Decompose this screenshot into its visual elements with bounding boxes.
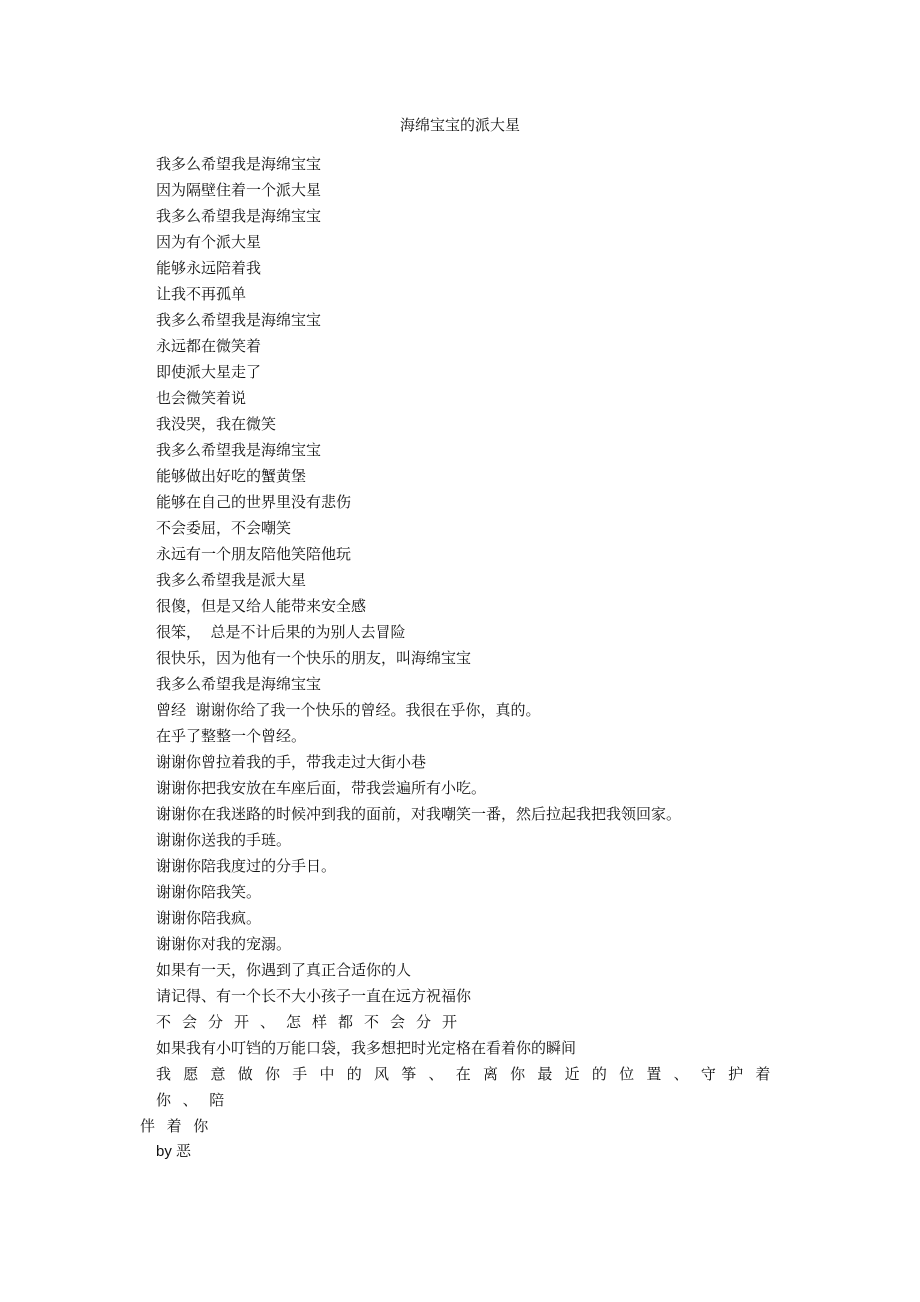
poem-line: 能够做出好吃的蟹黄堡: [156, 467, 307, 485]
poem-line: 请记得、有一个长不大小孩子一直在远方祝福你: [156, 987, 472, 1005]
poem-line: 很快乐，因为他有一个快乐的朋友，叫海绵宝宝: [156, 649, 472, 667]
poem-line: 能够永远陪着我: [156, 259, 262, 277]
signature: by 恶: [156, 1143, 192, 1160]
poem-line: 因为有个派大星: [156, 233, 262, 251]
poem-line: 谢谢你陪我笑。: [156, 883, 262, 901]
poem-body: [140, 151, 782, 1165]
poem-line: 在乎了整整一个曾经。: [156, 727, 307, 745]
poem-line: 谢谢你陪我疯。: [156, 909, 262, 927]
poem-line: 如果我有小叮铛的万能口袋，我多想把时光定格在看着你的瞬间: [156, 1039, 577, 1057]
poem-line-spaced: 不会分开、怎样都不会分开: [156, 1013, 469, 1031]
poem-line: 很傻，但是又给人能带来安全感: [156, 597, 367, 615]
poem-line: 永远都在微笑着: [156, 337, 262, 355]
poem-line: 谢谢你送我的手琏。: [156, 831, 292, 849]
poem-line: 谢谢你陪我度过的分手日。: [156, 857, 337, 875]
poem-wrapped-line-first: 我愿意做你手中的风筝、在离你最近的位置、守护着你、陪: [156, 1065, 782, 1109]
poem-wrapped-line-second: 伴着你: [140, 1117, 220, 1135]
poem-line: 谢谢你把我安放在车座后面，带我尝遍所有小吃。: [156, 779, 487, 797]
poem-line: 我多么希望我是派大星: [156, 571, 307, 589]
poem-line: 我多么希望我是海绵宝宝: [156, 207, 322, 225]
poem-line: 谢谢你曾拉着我的手，带我走过大街小巷: [156, 753, 427, 771]
poem-line: 谢谢你对我的宠溺。: [156, 935, 292, 953]
poem-line: 永远有一个朋友陪他笑陪他玩: [156, 545, 352, 563]
poem-line: 我没哭，我在微笑: [156, 415, 277, 433]
poem-line: 我多么希望我是海绵宝宝: [156, 441, 322, 459]
poem-line: 即使派大星走了: [156, 363, 262, 381]
poem-line: 能够在自己的世界里没有悲伤: [156, 493, 352, 511]
poem-line: 因为隔壁住着一个派大星: [156, 181, 322, 199]
poem-line: 我多么希望我是海绵宝宝: [156, 311, 322, 329]
poem-line: 曾经 谢谢你给了我一个快乐的曾经。我很在乎你，真的。: [156, 701, 541, 719]
document-title: 海绵宝宝的派大星: [399, 116, 520, 134]
poem-wrapped-paragraph: [140, 1061, 782, 1139]
poem-line: 让我不再孤单: [156, 285, 247, 303]
poem-line: 也会微笑着说: [156, 389, 247, 407]
poem-line: 不会委屈，不会嘲笑: [156, 519, 292, 537]
poem-line: 谢谢你在我迷路的时候冲到我的面前，对我嘲笑一番，然后拉起我把我领回家。: [156, 805, 682, 823]
poem-line: 如果有一天，你遇到了真正合适你的人: [156, 961, 412, 979]
poem-line: 很笨， 总是不计后果的为别人去冒险: [156, 623, 406, 641]
poem-line: 我多么希望我是海绵宝宝: [156, 155, 322, 173]
poem-line: 我多么希望我是海绵宝宝: [156, 675, 322, 693]
